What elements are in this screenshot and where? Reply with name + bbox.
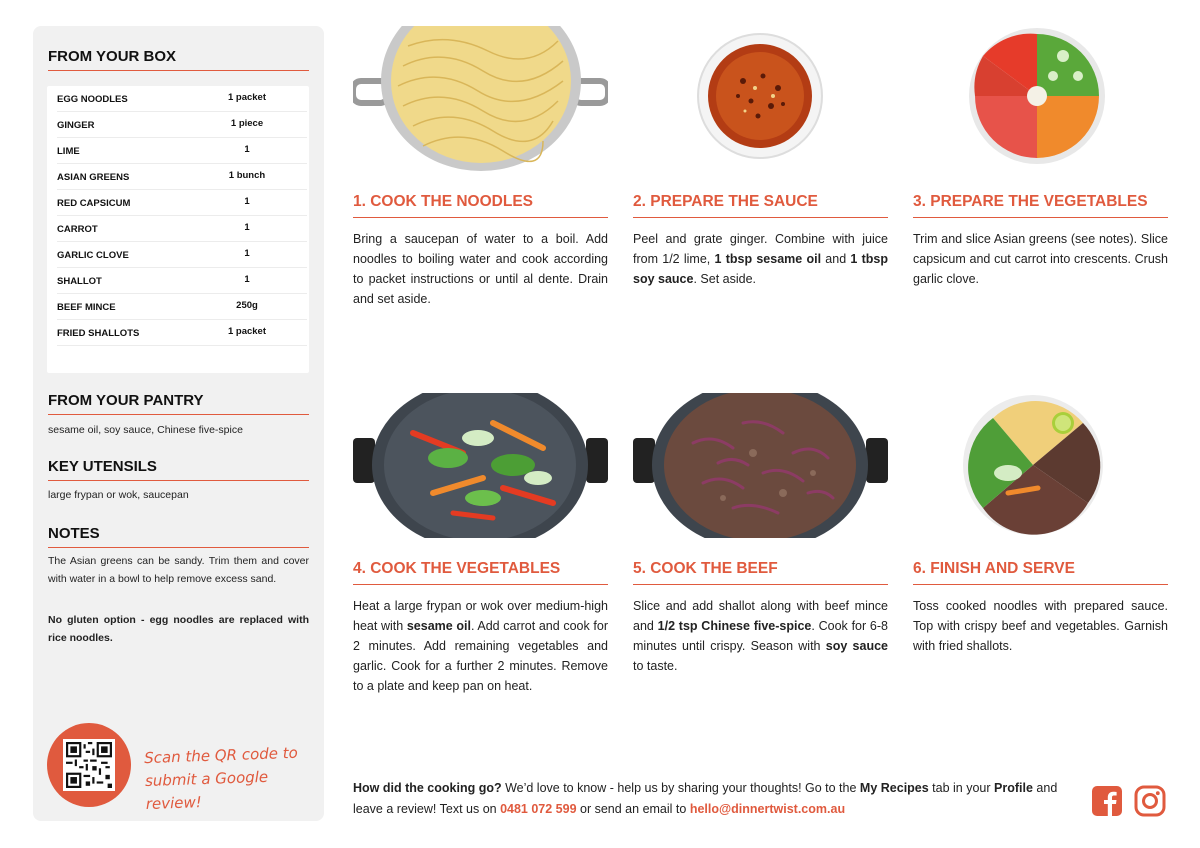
step-1-text <box>353 229 608 309</box>
notes-heading: NOTES <box>48 525 309 548</box>
ingredient-row <box>57 294 307 320</box>
qr-caption: Scan the QR code to submit a Google review! <box>143 743 299 814</box>
ingredient-name: SHALLOT <box>57 276 102 287</box>
ingredient-name: BEEF MINCE <box>57 302 116 313</box>
ingredients-table <box>47 86 309 373</box>
ingredient-qty: 1 piece <box>230 118 264 129</box>
step-2-text <box>633 229 888 289</box>
phone-link[interactable]: 0481 072 599 <box>500 802 577 816</box>
step-4-text <box>353 596 608 696</box>
step-text-segment: to taste. <box>633 659 678 673</box>
pantry-text: sesame oil, soy sauce, Chinese five-spice <box>48 424 243 436</box>
qr-code-icon[interactable] <box>63 739 115 791</box>
bold-ingredient: soy sauce <box>825 639 888 653</box>
ingredient-row <box>57 164 307 190</box>
noodles-pot-image <box>353 26 608 171</box>
ingredient-name: RED CAPSICUM <box>57 198 131 209</box>
ingredient-qty: 1 <box>244 144 250 155</box>
ingredient-qty: 1 packet <box>227 326 267 337</box>
step-text-segment: . Set aside. <box>693 272 757 286</box>
ingredient-qty: 1 <box>244 222 250 233</box>
ingredient-row <box>57 138 307 164</box>
ingredient-row <box>57 112 307 138</box>
wok-vegetables-image <box>353 393 608 538</box>
instagram-icon[interactable] <box>1134 785 1166 817</box>
step-text-segment: Toss cooked noodles with prepared sauce. Top with crispy beef and vegetables. Garnish with fried shallots. <box>913 599 1168 653</box>
step-text-segment: Trim and slice Asian greens (see notes). Slice capsicum and cut carrot into crescents. Crush garlic clove. <box>913 232 1168 286</box>
ingredient-row <box>57 86 307 112</box>
step-text-segment: and <box>821 252 851 266</box>
step-5-text <box>633 596 888 676</box>
ingredient-name: EGG NOODLES <box>57 94 128 105</box>
footer-text-segment: We’d love to know - help us by sharing your thoughts! Go to the <box>501 781 860 795</box>
utensils-text: large frypan or wok, saucepan <box>48 489 189 501</box>
pantry-heading: FROM YOUR PANTRY <box>48 392 309 415</box>
ingredient-row <box>57 242 307 268</box>
ingredient-name: ASIAN GREENS <box>57 172 130 183</box>
sauce-bowl-image <box>633 26 888 171</box>
ingredient-qty: 1 bunch <box>228 170 266 181</box>
step-1-title: 1. COOK THE NOODLES <box>353 193 608 218</box>
facebook-icon[interactable] <box>1091 785 1123 817</box>
review-message <box>353 778 1073 820</box>
step-3-title: 3. PREPARE THE VEGETABLES <box>913 193 1168 218</box>
from-box-heading: FROM YOUR BOX <box>48 48 309 71</box>
served-bowl-image <box>913 393 1168 538</box>
ingredient-name: GARLIC CLOVE <box>57 250 129 261</box>
ingredient-row <box>57 190 307 216</box>
gluten-note: No gluten option - egg noodles are replaced with rice noodles. <box>48 614 309 644</box>
step-text-segment: Bring a saucepan of water to a boil. Add noodles to boiling water and cook according to packet instructions or until al dente. Drain and set aside. <box>353 232 608 306</box>
step-4-title: 4. COOK THE VEGETABLES <box>353 560 608 585</box>
ingredient-qty: 1 <box>244 196 250 207</box>
wok-beef-image <box>633 393 888 538</box>
utensils-heading: KEY UTENSILS <box>48 458 309 481</box>
notes-text: The Asian greens can be sandy. Trim them and cover with water in a bowl to help remove excess sand. <box>48 555 309 585</box>
email-link[interactable]: hello@dinnertwist.com.au <box>689 802 846 816</box>
ingredient-row <box>57 320 307 346</box>
ingredient-qty: 1 <box>244 274 250 285</box>
step-2-title: 2. PREPARE THE SAUCE <box>633 193 888 218</box>
qr-badge <box>47 723 131 807</box>
footer-text-segment: tab in your <box>928 781 995 795</box>
ingredients-panel <box>33 26 324 821</box>
ingredient-name: LIME <box>57 146 80 157</box>
bold-ingredient: 1/2 tsp Chinese five-spice <box>657 619 812 633</box>
ingredient-name: FRIED SHALLOTS <box>57 328 140 339</box>
footer-text-segment: Profile <box>994 781 1033 795</box>
step-5-title: 5. COOK THE BEEF <box>633 560 888 585</box>
footer-text-segment: and leave a review! Text us on <box>353 781 1058 816</box>
step-text-segment: Slice and add shallot along with beef mince and <box>633 599 888 633</box>
vegetables-bowl-image <box>913 26 1168 171</box>
step-text-segment: Peel and grate ginger. Combine with juice from 1/2 lime, <box>633 232 888 266</box>
footer-text-segment: How did the cooking go? <box>353 781 502 795</box>
step-text-segment: . Add carrot and cook for 2 minutes. Add remaining vegetables and garlic. Cook for a further 2 minutes. Remove to a plate and keep pan on heat. <box>353 619 608 693</box>
footer-text-segment: or send an email to <box>576 802 690 816</box>
footer-text-segment: My Recipes <box>859 781 929 795</box>
bold-ingredient: 1 tbsp sesame oil <box>714 252 822 266</box>
step-6-text <box>913 596 1168 656</box>
step-3-text <box>913 229 1168 289</box>
ingredient-qty: 1 <box>244 248 250 259</box>
ingredient-row <box>57 216 307 242</box>
ingredient-name: GINGER <box>57 120 95 131</box>
step-6-title: 6. FINISH AND SERVE <box>913 560 1168 585</box>
ingredient-name: CARROT <box>57 224 98 235</box>
ingredient-row <box>57 268 307 294</box>
bold-ingredient: 1 tbsp soy sauce <box>633 252 889 286</box>
step-text-segment: . Cook for 6-8 minutes until crispy. Season with <box>633 619 888 653</box>
ingredient-qty: 1 packet <box>227 92 267 103</box>
ingredient-qty: 250g <box>236 300 258 311</box>
bold-ingredient: sesame oil <box>406 619 471 633</box>
step-text-segment: Heat a large frypan or wok over medium-high heat with <box>353 599 608 633</box>
